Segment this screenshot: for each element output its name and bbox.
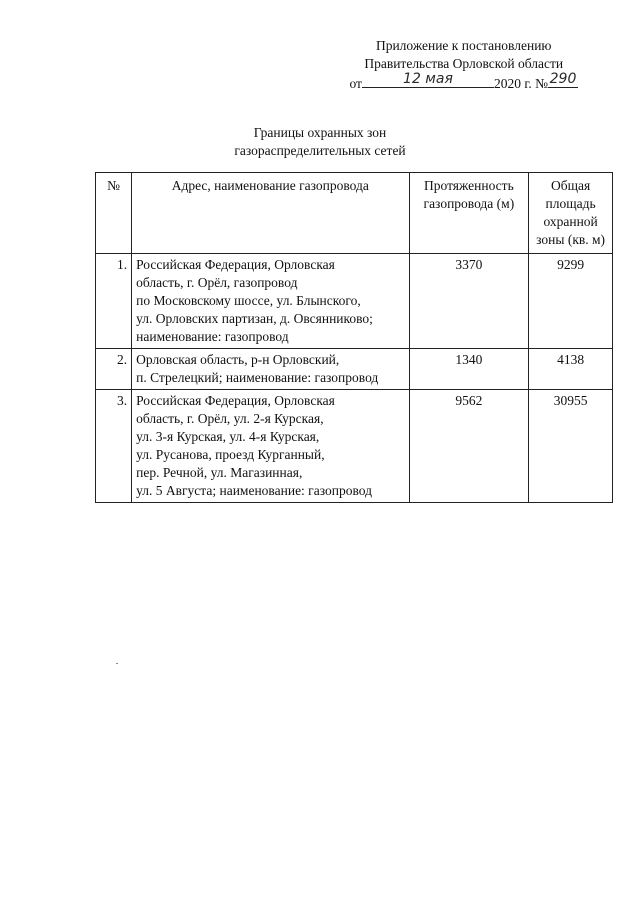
row-area: 4138 <box>529 349 613 390</box>
document-title-line1: Границы охранных зон <box>253 125 387 140</box>
appendix-header <box>349 37 578 93</box>
appendix-header-line1: Приложение к постановлению <box>375 38 552 53</box>
table-row <box>96 390 613 503</box>
number-blank <box>548 73 578 88</box>
row-number: 2. <box>96 349 132 390</box>
address-line: п. Стрелецкий; наименование: газопровод <box>136 370 379 385</box>
row-length: 3370 <box>409 254 529 349</box>
document-title <box>0 124 640 160</box>
row-area: 9299 <box>529 254 613 349</box>
address-line: ул. Орловских партизан, д. Овсянниково; <box>136 311 373 326</box>
header-length: Протяженность газопровода (м) <box>409 173 529 254</box>
row-number: 1. <box>96 254 132 349</box>
row-length: 1340 <box>409 349 529 390</box>
protection-zones-table <box>95 172 613 503</box>
row-address <box>132 254 409 349</box>
address-line: Российская Федерация, Орловская <box>136 393 335 408</box>
scan-speck <box>116 663 118 664</box>
address-line: область, г. Орёл, ул. 2-я Курская, <box>136 411 324 426</box>
table-header-row <box>96 173 613 254</box>
date-year: 2020 г. № <box>493 76 548 91</box>
table-row <box>96 254 613 349</box>
appendix-header-line2: Правительства Орловской области <box>364 56 564 71</box>
row-length: 9562 <box>409 390 529 503</box>
document-title-line2: газораспределительных сетей <box>234 143 406 158</box>
handwritten-number: 290 <box>549 71 577 87</box>
header-area: Общая площадь охранной зоны (кв. м) <box>529 173 613 254</box>
address-line: ул. 5 Августа; наименование: газопровод <box>136 483 372 498</box>
address-line: наименование: газопровод <box>136 329 289 344</box>
address-line: Орловская область, р-н Орловский, <box>136 352 340 367</box>
header-address: Адрес, наименование газопровода <box>132 173 409 254</box>
address-line: ул. Русанова, проезд Курганный, <box>136 447 325 462</box>
row-address <box>132 390 409 503</box>
handwritten-date: 12 мая <box>403 71 453 87</box>
decree-date-line <box>349 73 578 93</box>
address-line: ул. 3-я Курская, ул. 4-я Курская, <box>136 429 320 444</box>
address-line: пер. Речной, ул. Магазинная, <box>136 465 303 480</box>
row-address <box>132 349 409 390</box>
address-line: область, г. Орёл, газопровод <box>136 275 298 290</box>
row-area: 30955 <box>529 390 613 503</box>
date-prefix: от <box>349 76 362 91</box>
address-line: Российская Федерация, Орловская <box>136 257 335 272</box>
row-number: 3. <box>96 390 132 503</box>
address-line: по Московскому шоссе, ул. Блынского, <box>136 293 361 308</box>
date-blank <box>362 73 494 88</box>
table-row <box>96 349 613 390</box>
header-number: № <box>96 173 132 254</box>
